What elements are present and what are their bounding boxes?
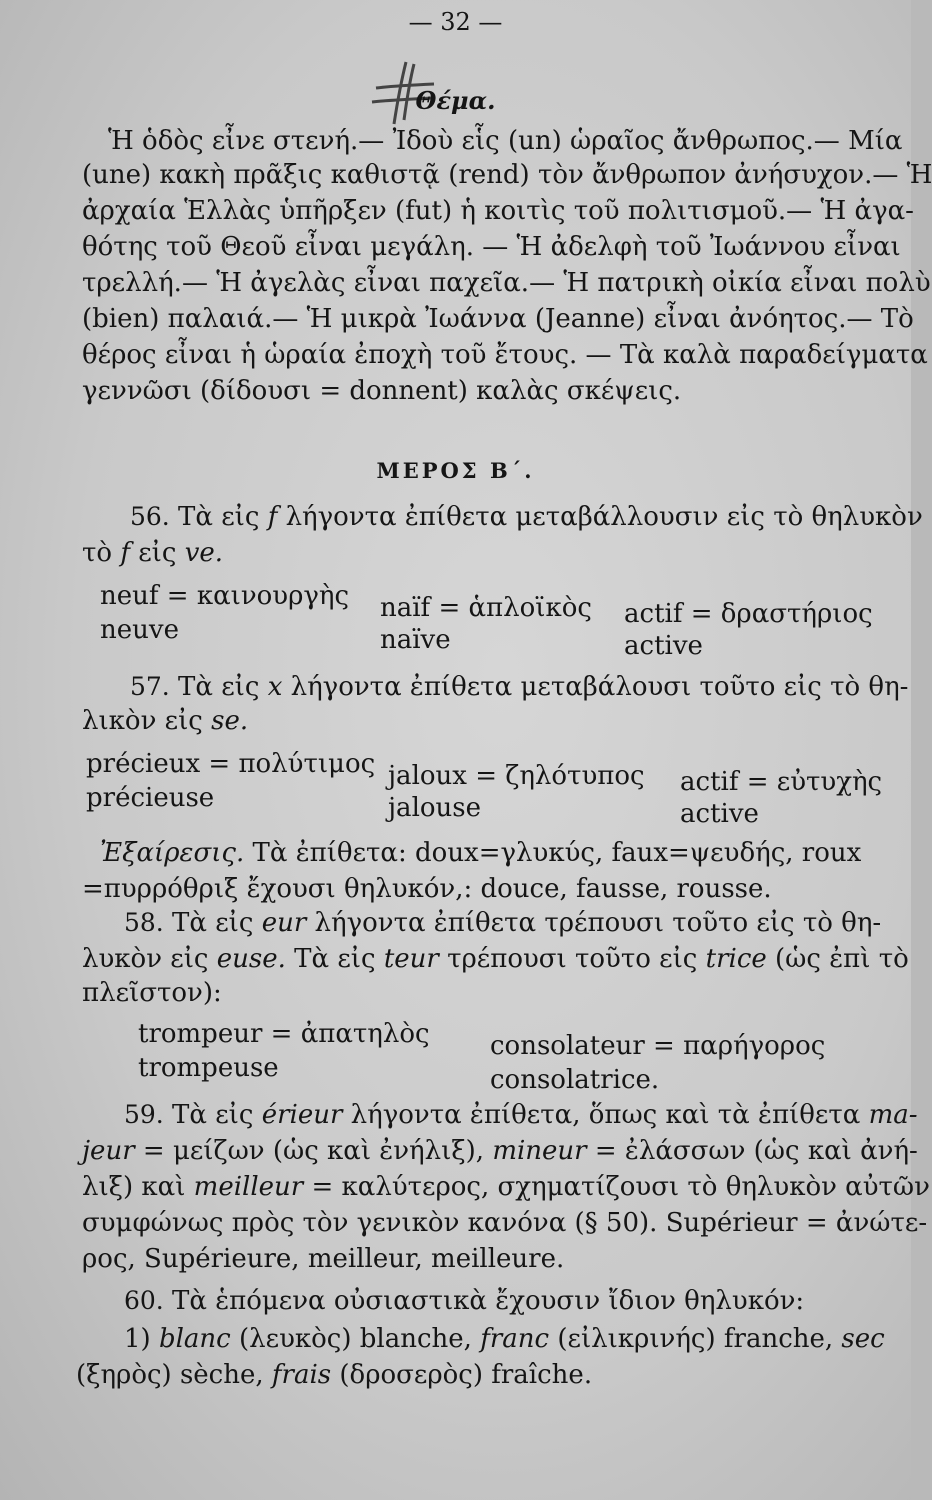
exercise-line: τρελλή.— Ἡ ἀγελὰς εἶναι παχεῖα.— Ἡ πατρικὴ οἰκία εἶναι πολὺ [82,268,931,298]
exceptions-label: Ἐξαίρεσις. [100,838,245,868]
rule-60-line-1 [124,1284,804,1318]
word: ma- [868,1100,918,1130]
suffix: eur [261,908,307,938]
example-feminine: jalouse [388,793,482,823]
word: frais [271,1360,332,1390]
rule-59-line-3 [82,1170,930,1204]
text: Τὰ εἰς [172,908,254,938]
text: λικὸν εἰς [82,706,203,736]
rule-number: 57. [130,672,170,701]
rule-60-line-3 [76,1358,592,1392]
example-masculine: naïf = ἁπλοϊκὸς [380,593,592,623]
example-masculine: neuf = καινουργὴς [100,581,350,611]
rule-58-line-3: πλεῖστον): [82,978,222,1008]
word: mineur [492,1136,587,1166]
example-feminine: active [624,631,703,661]
text: Τὰ ἐπίθετα: doux=γλυκύς, faux=ψευδής, roux [252,838,862,868]
rule-59-line-2 [82,1134,918,1168]
rule-number: 60. [124,1286,164,1315]
word: blanc [158,1324,231,1354]
suffix: érieur [261,1100,343,1130]
theme-title: Θέμα. [415,86,496,115]
text: λήγοντα ἐπίθετα μεταβάλουσι τοῦτο εἰς τὸ θη- [290,672,909,702]
exercise-line: (une) κακὴ πρᾶξις καθιστᾷ (rend) τὸν ἄνθρωπον ἀνήσυχον.— Ἡ [82,160,932,190]
text: (ὡς ἐπὶ τὸ [775,944,909,974]
example-feminine: active [680,799,759,829]
suffix: euse. [216,944,286,974]
exceptions-line-1 [100,836,861,870]
text: λυκὸν εἰς [82,944,209,974]
exercise-line: ἀρχαία Ἑλλὰς ὑπῆρξεν (fut) ἡ κοιτὶς τοῦ πολιτισμοῦ.— Ἡ ἀγα- [82,196,914,226]
rule-57-line-2 [82,704,248,738]
exercise-line: (bien) παλαιά.— Ἡ μικρὰ Ἰωάννα (Jeanne) εἶναι ἀνόητος.— Τὸ [82,304,914,334]
rule-59-line-1 [124,1098,918,1132]
example-masculine: actif = εὐτυχὴς [680,767,883,797]
exercise-line: γεννῶσι (δίδουσι = donnent) καλὰς σκέψεις. [82,376,682,406]
word: jeur [82,1136,135,1166]
suffix: trice [705,944,767,974]
example-feminine: consolatrice. [490,1065,660,1095]
rule-number: 58. [124,908,164,937]
rule-58-line-1 [124,906,881,940]
exercise-line: Ἡ ὁδὸς εἶνε στενή.— Ἰδοὺ εἷς (un) ὡραῖος ἄνθρωπος.— Μία [108,126,903,156]
rule-57-line-1 [130,670,908,704]
text: λήγοντα ἐπίθετα, ὅπως καὶ τὰ ἐπίθετα [350,1100,861,1130]
suffix: teur [383,944,439,974]
text: Τὰ εἰς [172,1100,254,1130]
text: (λευκὸς) blanche, [239,1324,472,1354]
text: λήγοντα ἐπίθετα τρέπουσι τοῦτο εἰς τὸ θη- [314,908,882,938]
example-masculine: actif = δραστήριος [624,599,873,629]
text: Τὰ εἰς [178,502,260,532]
text: (ξηρὸς) sèche, [76,1360,264,1390]
text: εἰς [138,538,177,568]
section-heading: ΜΕΡΟΣ Β΄. [376,458,535,483]
text: = μείζων (ὡς καὶ ἐνήλιξ), [142,1136,485,1166]
text: (δροσερὸς) fraîche. [339,1360,593,1390]
example-feminine: naïve [380,625,451,655]
rule-60-line-2 [124,1322,885,1356]
example-masculine: consolateur = παρήγορος [490,1031,826,1061]
rule-number: 56. [130,502,170,531]
suffix: x [267,672,283,702]
text: τὸ [82,538,113,568]
example-feminine: précieuse [86,783,215,813]
text: Τὰ ἑπόμενα οὐσιαστικὰ ἔχουσιν ἴδιον θηλυκόν: [172,1286,805,1316]
text: τρέπουσι τοῦτο εἰς [447,944,698,974]
rule-59-line-5: ρος, Supérieure, meilleur, meilleure. [82,1244,565,1274]
text: = καλύτερος, σχηματίζουσι τὸ θηλυκὸν αὐτῶν [311,1172,930,1202]
word: meilleur [193,1172,304,1202]
suffix: f [120,538,130,568]
page-number: — 32 — [408,8,503,36]
exercise-line: θέρος εἶναι ἡ ὡραία ἐποχὴ τοῦ ἔτους. — Τὰ καλὰ παραδείγματα [82,340,928,370]
text: 1) [124,1324,151,1354]
text: (εἰλικρινής) franche, [557,1324,834,1354]
rule-59-line-4: συμφώνως πρὸς τὸν γενικὸν κανόνα (§ 50). Supérieur = ἀνώτε- [82,1208,928,1238]
text: Τὰ εἰς [294,944,376,974]
rule-56-line-1 [130,500,923,534]
suffix: f [267,502,278,532]
example-masculine: précieux = πολύτιμος [86,749,376,779]
example-masculine: trompeur = ἀπατηλὸς [138,1019,430,1049]
text: Τὰ εἰς [178,672,260,702]
example-masculine: jaloux = ζηλότυπος [388,761,645,791]
suffix: ve. [184,538,224,568]
suffix: se. [211,706,249,736]
word: franc [480,1324,550,1354]
exceptions-line-2: =πυρρόθριξ ἔχουσι θηλυκόν,: douce, fausse, rousse. [82,874,772,904]
exercise-line: θότης τοῦ Θεοῦ εἶναι μεγάλη. — Ἡ ἀδελφὴ τοῦ Ἰωάννου εἶναι [82,232,901,262]
rule-number: 59. [124,1100,164,1129]
example-feminine: neuve [100,615,179,645]
text: λιξ) καὶ [82,1172,186,1202]
word: sec [841,1324,885,1354]
rule-56-line-2 [82,536,223,570]
example-feminine: trompeuse [138,1053,279,1083]
text: = ἐλάσσων (ὡς καὶ ἀνή- [594,1136,918,1166]
text: λήγοντα ἐπίθετα μεταβάλλουσιν εἰς τὸ θηλυκὸν [285,502,923,532]
rule-58-line-2 [82,942,909,976]
